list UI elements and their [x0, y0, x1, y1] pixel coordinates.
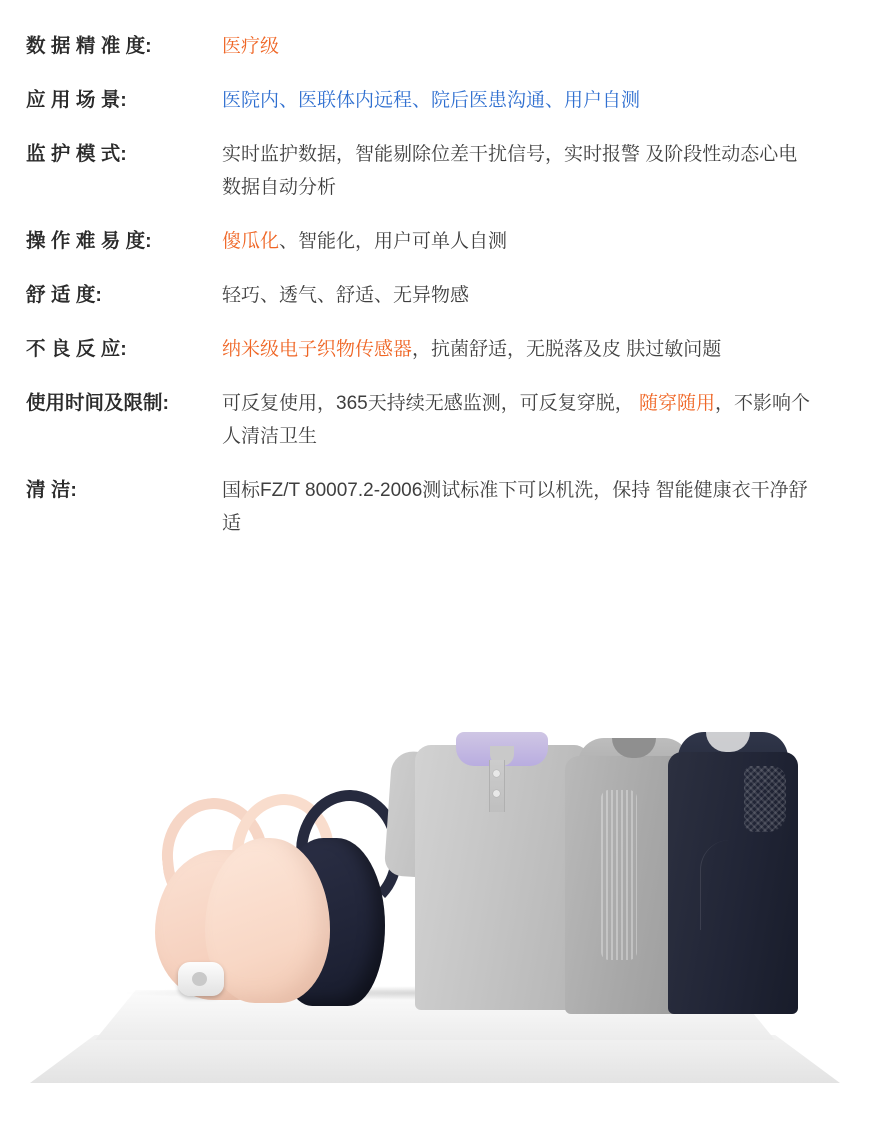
spec-value-segment: 纳米级电子织物传感器 — [222, 339, 413, 360]
spec-value-segment: 实时监护数据，智能剔除位差干扰信号，实时报警 及阶段性动态心电数据自动分析 — [222, 144, 798, 198]
spec-label: 应 用 场 景: — [26, 89, 127, 111]
spec-row — [26, 225, 842, 258]
spec-sheet — [0, 30, 870, 561]
spec-row — [26, 387, 842, 453]
spec-value-segment: 傻瓜化 — [222, 231, 280, 252]
polo-button-top — [493, 770, 500, 777]
spec-value-segment: 可反复使用，365天持续无感监测，可反复穿脱， — [222, 393, 634, 414]
spec-value-segment: 、智能化，用户可单人自测 — [279, 231, 508, 252]
spec-label: 监 护 模 式: — [26, 143, 127, 165]
spec-value — [222, 84, 812, 117]
spec-row — [26, 333, 842, 366]
polo-placket — [489, 760, 505, 812]
spec-value — [222, 333, 812, 366]
spec-label: 清 洁: — [26, 479, 77, 501]
pedestal-base — [30, 1035, 840, 1083]
spec-row — [26, 84, 842, 117]
spec-label: 操 作 难 易 度: — [26, 230, 152, 252]
vest-heather-grey-texture — [601, 790, 637, 960]
spec-value-segment: 随穿随用 — [633, 393, 715, 414]
spec-value — [222, 225, 812, 258]
sensor-pod — [178, 962, 224, 996]
vest-navy-mesh-panel — [744, 766, 786, 832]
spec-value-segment: 医院内、医联体内远程、院后医患沟通、用户自测 — [222, 90, 641, 111]
spec-row — [26, 279, 842, 312]
polo-button-bottom — [493, 790, 500, 797]
product-photo — [0, 690, 870, 1125]
vest-navy-seam — [700, 840, 761, 930]
spec-value — [222, 474, 812, 540]
spec-value — [222, 30, 812, 63]
spec-value-segment: 国标FZ/T 80007.2-2006测试标准下可以机洗，保持 智能健康衣干净舒适 — [222, 480, 808, 534]
spec-value — [222, 279, 812, 312]
spec-value-segment: ，抗菌舒适，无脱落及皮 肤过敏问题 — [412, 339, 722, 360]
spec-value — [222, 387, 812, 453]
spec-label: 不 良 反 应: — [26, 338, 127, 360]
spec-row — [26, 138, 842, 204]
spec-row — [26, 474, 842, 540]
spec-value-segment: 轻巧、透气、舒适、无异物感 — [222, 285, 470, 306]
spec-label: 舒 适 度: — [26, 284, 102, 306]
spec-value-segment: ，不影响个人清洁卫生 — [222, 393, 810, 447]
spec-value-segment: 医疗级 — [222, 36, 280, 57]
spec-row — [26, 30, 842, 63]
spec-value — [222, 138, 812, 204]
spec-label: 使用时间及限制: — [26, 392, 169, 414]
spec-label: 数 据 精 准 度: — [26, 35, 152, 57]
